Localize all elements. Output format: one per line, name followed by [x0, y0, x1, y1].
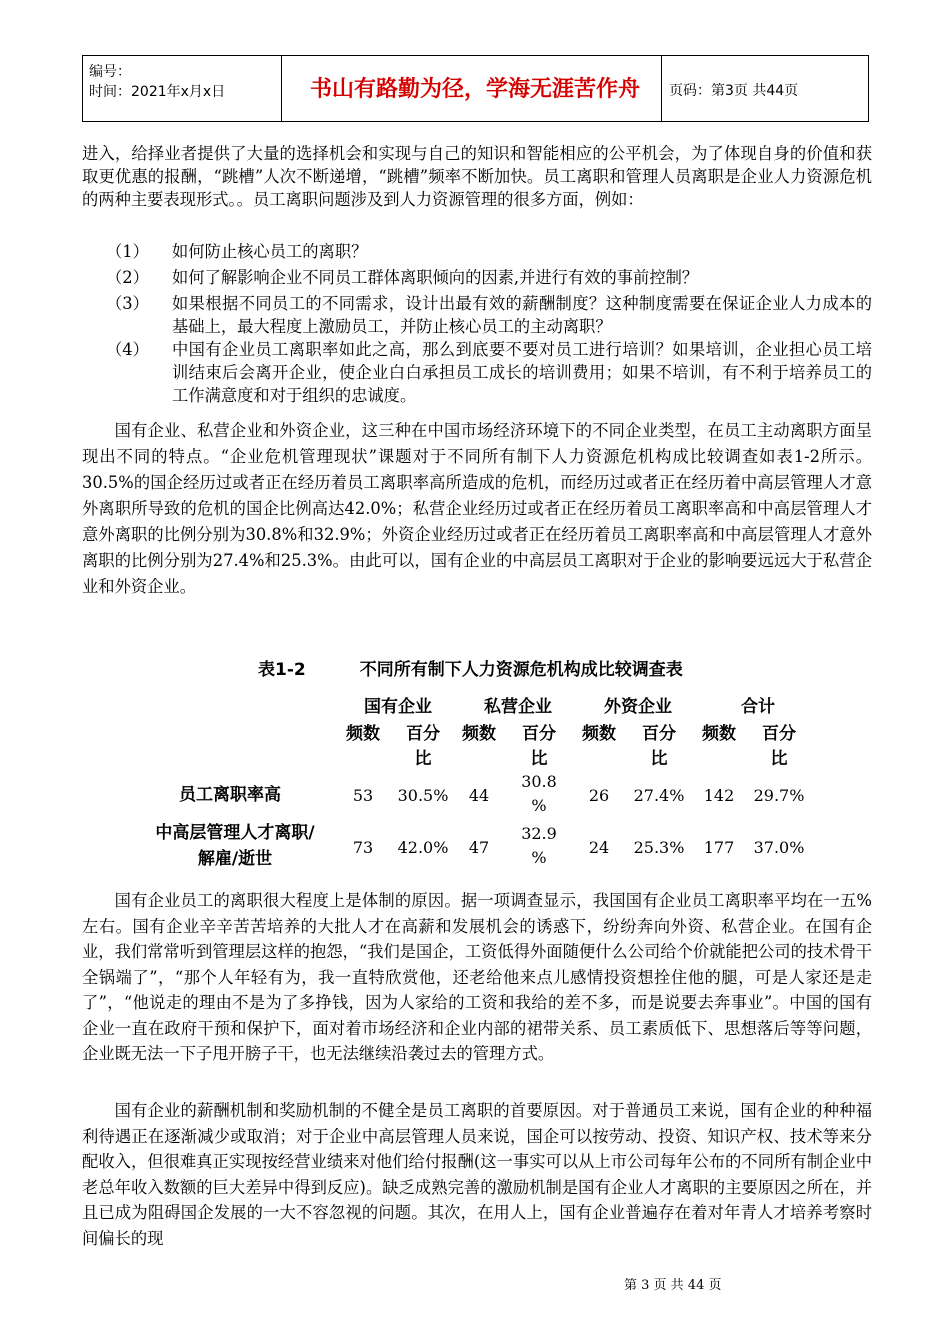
table-cell: 27.4%	[633, 786, 685, 805]
list-text: 如何防止核心员工的离职？	[172, 242, 368, 261]
table-subheader-freq: 频数	[702, 724, 736, 744]
table-subheader-pct: 百分 比	[642, 724, 676, 769]
list-item	[106, 240, 872, 263]
list-item	[106, 292, 872, 338]
header-meta	[89, 62, 225, 102]
list-item	[106, 338, 872, 407]
table-cell: 142	[703, 786, 735, 805]
list-number: （4）	[106, 340, 149, 359]
list-text: 中国有企业员工离职率如此之高，那么到底要不要对员工进行培训？如果培训，企业担心员工培训结束后会离开企业，使企业白白承担员工成长的培训费用；如果不培训，有不利于培养员工的工作满意度和对于组织的忠诚度。	[172, 340, 872, 405]
table-subheader-freq: 频数	[346, 724, 380, 744]
list-text: 如果根据不同员工的不同需求，设计出最有效的薪酬制度？这种制度需要在保证企业人力成本的基础上，最大程度上激励员工，并防止核心员工的主动离职？	[172, 294, 872, 336]
table-cell: 30.8 %	[521, 772, 557, 815]
table-caption: 不同所有制下人力资源危机构成比较调查表	[359, 660, 683, 680]
table-cell: 25.3%	[633, 838, 685, 857]
time-label: 时间：2021年x月x日	[89, 84, 226, 100]
table-subheader-pct: 百分 比	[406, 724, 440, 769]
table-cell: 32.9 %	[521, 824, 557, 867]
table-subheader-freq: 频数	[462, 724, 496, 744]
table-title	[258, 655, 683, 680]
table-cell: 42.0%	[397, 838, 449, 857]
page-header	[82, 55, 869, 122]
table-cell: 26	[588, 786, 610, 805]
table-cell: 30.5%	[397, 786, 449, 805]
list-number: （2）	[106, 268, 149, 287]
table-cell: 29.7%	[753, 786, 805, 805]
paragraph-2: 国有企业、私营企业和外资企业，这三种在中国市场经济环境下的不同企业类型，在员工主动离职方面呈现出不同的特点。“企业危机管理现状”课题对于不同所有制下人力资源危机构成比较调查如表1-2所示。30.5%的国企经历过或者正在经历着员工离职率高所造成的危机，而经历过或者正在经历着中高层管理人才意外离职所导致的危机的国企比例高达42.0%；私营企业经历过或者正在经历着员工离职率高和中高层管理人才意外离职的比例分别为30.8%和32.9%；外资企业经历过或者正在经历着员工离职率高和中高层管理人才意外离职的比例分别为27.4%和25.3%。由此可以，国有企业的中高层员工离职对于企业的影响要远远大于私营企业和外资企业。	[82, 421, 872, 596]
header-divider	[661, 56, 662, 121]
number-label: 编号：	[89, 64, 131, 80]
paragraph-3: 国有企业员工的离职很大程度上是体制的原因。据一项调查显示，我国国有企业员工离职率平均在一五%左右。国有企业辛辛苦苦培养的大批人才在高薪和发展机会的诱惑下，纷纷奔向外资、私营企业。在国有企业，我们常常听到管理层这样的抱怨，“我们是国企，工资低得外面随便什么公司给个价就能把公司的技术骨干全锅端了”，“那个人年轻有为，我一直特欣赏他，还老给他来点儿感情投资想拴住他的腿，可是人家还是走了”，“他说走的理由不是为了多挣钱，因为人家给的工资和我给的差不多，而是说要去奔事业”。中国的国有企业一直在政府干预和保护下，面对着市场经济和企业内部的裙带关系、员工素质低下、思想落后等等问题，企业既无法一下子甩开膀子干，也无法继续沿袭过去的管理方式。	[82, 891, 872, 1063]
page-footer: 第 3 页 共 44 页	[624, 1278, 722, 1293]
table-cell: 53	[352, 786, 374, 805]
table-group-header: 私营企业	[484, 697, 552, 717]
paragraph-1: 进入，给择业者提供了大量的选择机会和实现与自己的知识和智能相应的公平机会，为了体现自身的价值和获取更优惠的报酬，“跳槽”人次不断递增，“跳槽”频率不断加快。员工离职和管理人员离职是企业人力资源危机的两种主要表现形式。。员工离职问题涉及到人力资源管理的很多方面，例如：	[82, 144, 872, 209]
header-motto: 书山有路勤为径，学海无涯苦作舟	[309, 77, 640, 102]
table-group-header: 合计	[741, 697, 775, 717]
table-cell: 177	[703, 838, 735, 857]
table-subheader-pct: 百分 比	[522, 724, 556, 769]
table-label: 表1-2	[258, 660, 306, 680]
table-cell: 73	[352, 838, 374, 857]
list-number: （1）	[106, 242, 149, 261]
table-subheader-freq: 频数	[582, 724, 616, 744]
table-row-label: 员工离职率高	[179, 785, 281, 805]
table-group-header: 外资企业	[604, 697, 672, 717]
table-cell: 47	[468, 838, 490, 857]
table-row-label: 中高层管理人才离职/ 解雇/逝世	[155, 823, 315, 869]
page-number-label: 页码：第3页 共44页	[669, 83, 799, 99]
list-text: 如何了解影响企业不同员工群体离职倾向的因素,并进行有效的事前控制？	[172, 268, 699, 287]
table-group-header: 国有企业	[364, 697, 432, 717]
table-cell: 37.0%	[753, 838, 805, 857]
table-cell: 44	[468, 786, 490, 805]
paragraph-4: 国有企业的薪酬机制和奖励机制的不健全是员工离职的首要原因。对于普通员工来说，国有企业的种种福利待遇正在逐渐减少或取消；对于企业中高层管理人员来说，国企可以按劳动、投资、知识产权、技术等来分配收入，但很难真正实现按经营业绩来对他们给付报酬(这一事实可以从上市公司每年公布的不同所有制企业中老总年收入数额的巨大差异中得到反应)。缺乏成熟完善的激励机制是国有企业人才离职的主要原因之所在，并且已成为阻碍国企发展的一大不容忽视的问题。其次，在用人上，国有企业普遍存在着对年青人才培养考察时间偏长的现	[82, 1101, 872, 1248]
table-subheader-pct: 百分 比	[762, 724, 796, 769]
list-number: （3）	[106, 294, 149, 313]
list-item	[106, 266, 872, 289]
header-divider	[281, 56, 282, 121]
table-cell: 24	[588, 838, 610, 857]
